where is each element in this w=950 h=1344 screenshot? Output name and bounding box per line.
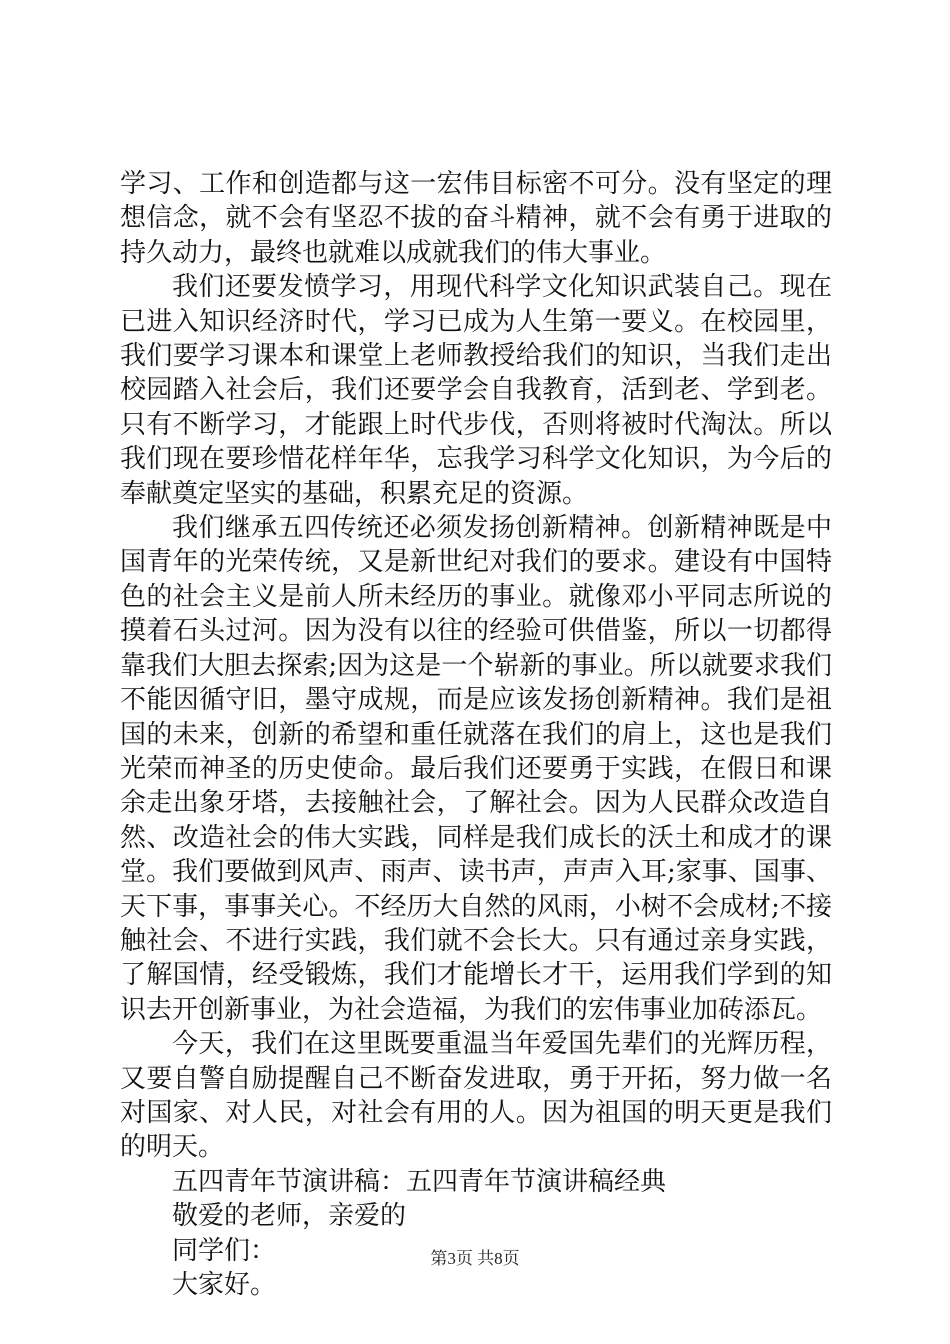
salutation-line-2: 同学们： — [172, 1235, 277, 1266]
paragraph-study: 我们还要发愤学习，用现代科学文化知识武装自己。现在已进入知识经济时代，学习已成为人生第一要义。在校园里，我们要学习课本和课堂上老师教授给我们的知识，当我们走出校园踏入社会后，我们还要学会自我教育，活到老、学到老。只有不断学习，才能跟上时代步伐，否则将被时代淘汰。所以我们现在要珍惜花样年华，忘我学习科学文化知识，为今后的奉献奠定坚实的基础，积累充足的资源。 — [120, 272, 832, 509]
paragraph-continued: 学习、工作和创造都与这一宏伟目标密不可分。没有坚定的理想信念，就不会有坚忍不拔的奋斗精神，就不会有勇于进取的持久动力，最终也就难以成就我们的伟大事业。 — [120, 169, 832, 268]
paragraph-conclusion: 今天，我们在这里既要重温当年爱国先辈们的光辉历程，又要自警自励提醒自己不断奋发进取，勇于开拓，努力做一名对国家、对人民，对社会有用的人。因为祖国的明天更是我们的明天。 — [120, 1029, 832, 1163]
paragraph-innovation: 我们继承五四传统还必须发扬创新精神。创新精神既是中国青年的光荣传统，又是新世纪对我们的要求。建设有中国特色的社会主义是前人所未经历的事业。就像邓小平同志所说的摸着石头过河。因为没有以往的经验可供借鉴，所以一切都得靠我们大胆去探索;因为这是一个崭新的事业。所以就要求我们不能因循守旧，墨守成规，而是应该发扬创新精神。我们是祖国的未来，创新的希望和重任就落在我们的肩上，这也是我们光荣而神圣的历史使命。最后我们还要勇于实践，在假日和课余走出象牙塔，去接触社会，了解社会。因为人民群众改造自然、改造社会的伟大实践，同样是我们成长的沃土和成才的课堂。我们要做到风声、雨声、读书声，声声入耳;家事、国事、天下事，事事关心。不经历大自然的风雨，小树不会成材;不接触社会、不进行实践，我们就不会长大。只有通过亲身实践，了解国情，经受锻炼，我们才能增长才干，运用我们学到的知识去开创新事业，为社会造福，为我们的宏伟事业加砖添瓦。 — [120, 513, 832, 1025]
salutation-line-1: 敬爱的老师，亲爱的 — [172, 1201, 407, 1232]
greeting-line: 大家好。 — [172, 1270, 277, 1300]
page-number-footer: 第3页 共8页 — [430, 1249, 520, 1268]
document-body — [120, 167, 832, 1302]
speech-heading: 五四青年节演讲稿：五四青年节演讲稿经典 — [172, 1166, 667, 1197]
